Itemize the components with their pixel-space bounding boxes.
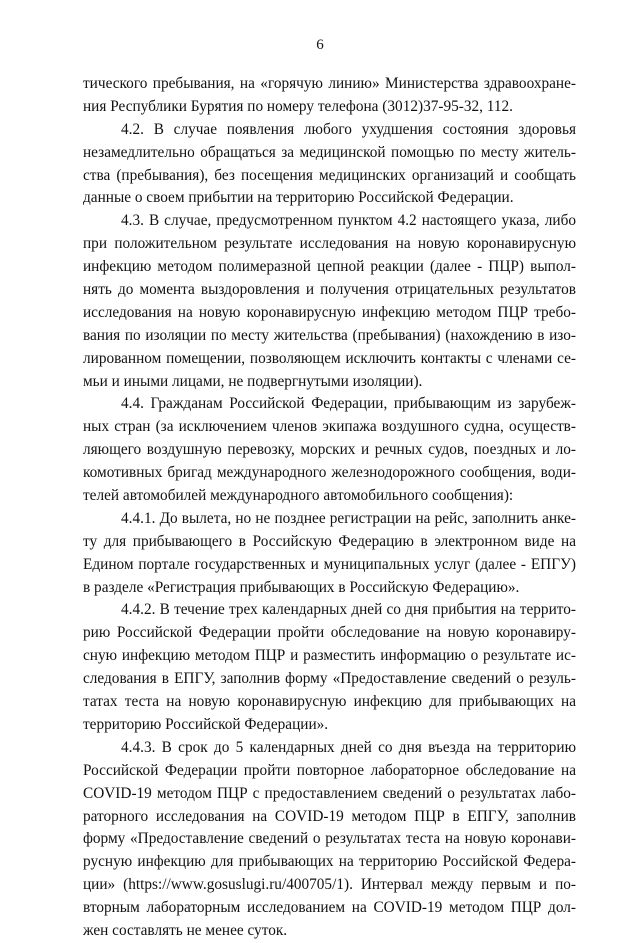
text-line: русную инфекцию для прибывающих на территорию Российской Федера- — [83, 853, 576, 871]
text-line: Едином портале государственных и муниципальных услуг (далее - ЕПГУ) — [83, 555, 576, 573]
text-line: данные о своем прибытии на территорию Российской Федерации. — [83, 189, 514, 207]
text-line: следования в ЕПГУ, заполнив форму «Предоставление сведений о резуль- — [83, 670, 576, 688]
text-line: Российской Федерации пройти повторное лабораторное обследование на — [83, 761, 576, 779]
text-line: 4.4. Гражданам Российской Федерации, прибывающим из зарубеж- — [121, 395, 576, 413]
text-line: жен составлять не менее суток. — [83, 921, 288, 939]
text-line: 4.4.3. В срок до 5 календарных дней со дня въезда на территорию — [121, 738, 576, 756]
page-number: 6 — [316, 37, 324, 53]
text-line: ства (пребывания), без посещения медицинских организаций и сообщать — [83, 166, 576, 184]
text-line: тического пребывания, на «горячую линию» Министерства здравоохране- — [83, 75, 576, 92]
text-line: мьи и иными лицами, не подвергнутыми изоляции). — [83, 372, 423, 390]
text-line: инфекцию методом полимеразной цепной реакции (далее - ПЦР) выпол- — [83, 258, 576, 276]
text-line: ных стран (за исключением членов экипажа воздушного судна, осуществ- — [83, 418, 576, 436]
text-line: ции» (https://www.gosuslugi.ru/400705/1). Интервал между первым и по- — [83, 876, 576, 894]
text-line: рию Российской Федерации пройти обследование на новую коронавиру- — [83, 624, 576, 642]
text-line: форму «Предоставление сведений о результатах теста на новую коронави- — [83, 830, 576, 848]
text-line: татах теста на новую коронавирусную инфекцию для прибывающих на — [83, 693, 576, 711]
text-line: исследования на новую коронавирусную инфекцию методом ПЦР требо- — [83, 303, 576, 321]
document-body — [83, 73, 576, 943]
text-line: ту для прибывающего в Российскую Федерацию в электронном виде на — [83, 532, 576, 550]
text-line: 4.4.2. В течение трех календарных дней со дня прибытия на террито- — [121, 601, 576, 619]
text-line: в разделе «Регистрация прибывающих в Российскую Федерацию». — [83, 578, 520, 596]
text-line: COVID-19 методом ПЦР с предоставлением сведений о результатах лабо- — [83, 784, 576, 802]
text-line: незамедлительно обращаться за медицинской помощью по месту житель- — [83, 143, 576, 161]
text-line: нять до момента выздоровления и получения отрицательных результатов — [83, 281, 576, 299]
text-line: при положительном результате исследования на новую коронавирусную — [83, 235, 576, 253]
text-line: сную инфекцию методом ПЦР и разместить информацию о результате ис- — [83, 647, 576, 665]
text-line: 4.3. В случае, предусмотренном пунктом 4.2 настоящего указа, либо — [121, 212, 576, 230]
text-line: территорию Российской Федерации». — [83, 715, 329, 733]
text-line: 4.4.1. До вылета, но не позднее регистрации на рейс, заполнить анке- — [121, 509, 576, 527]
text-line: ния Республики Бурятия по номеру телефона (3012)37-95-32, 112. — [83, 97, 514, 115]
text-line: вания по изоляции по месту жительства (пребывания) (нахождению в изо- — [83, 326, 576, 344]
text-line: комотивных бригад международного железнодорожного сообщения, води- — [83, 464, 576, 482]
text-line: раторного исследования на COVID-19 методом ПЦР в ЕПГУ, заполнив — [83, 807, 576, 825]
text-line: ляющего воздушную перевозку, морских и речных судов, поездных и ло- — [83, 441, 576, 459]
text-line: вторным лабораторным исследованием на COVID-19 методом ПЦР дол- — [83, 899, 576, 917]
text-line: лированном помещении, позволяющем исключить контакты с членами се- — [83, 349, 576, 367]
text-line: 4.2. В случае появления любого ухудшения состояния здоровья — [121, 120, 576, 138]
text-line: телей автомобилей международного автомобильного сообщения): — [83, 487, 514, 505]
